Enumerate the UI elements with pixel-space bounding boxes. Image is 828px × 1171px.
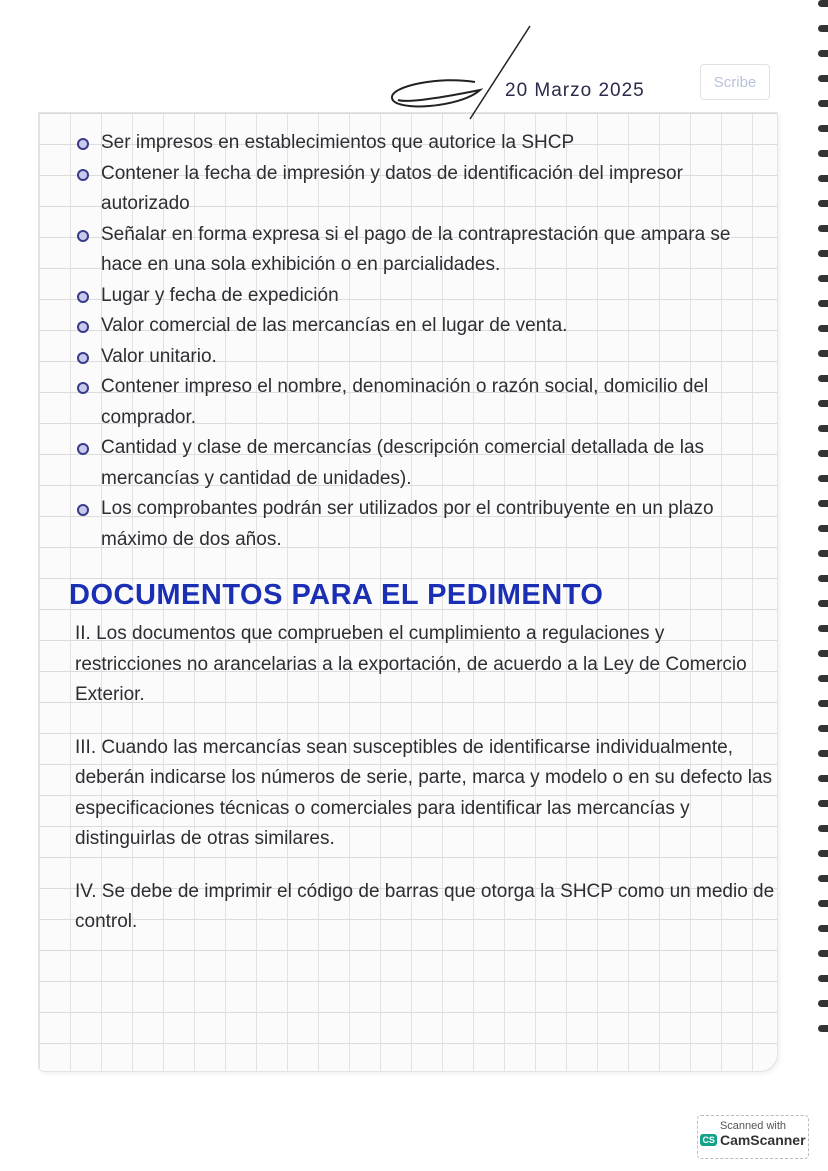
spiral-ring-icon bbox=[818, 750, 828, 757]
spiral-ring-icon bbox=[818, 500, 828, 507]
spiral-ring-icon bbox=[818, 400, 828, 407]
camscanner-watermark bbox=[697, 1115, 809, 1159]
spiral-ring-icon bbox=[818, 175, 828, 182]
list-item-text: Contener la fecha de impresión y datos de identificación del impresor autorizado bbox=[101, 162, 683, 214]
bullet-icon bbox=[77, 321, 89, 333]
spiral-ring-icon bbox=[818, 650, 828, 657]
spiral-ring-icon bbox=[818, 925, 828, 932]
spiral-ring-icon bbox=[818, 775, 828, 782]
spiral-ring-icon bbox=[818, 325, 828, 332]
spiral-ring-icon bbox=[818, 1025, 828, 1032]
list-item bbox=[75, 311, 775, 342]
watermark-brand: CamScanner bbox=[719, 1132, 806, 1148]
spiral-ring-icon bbox=[818, 525, 828, 532]
page-header bbox=[380, 64, 780, 114]
bullet-icon bbox=[77, 230, 89, 242]
list-item bbox=[75, 494, 775, 555]
list-item bbox=[75, 220, 775, 281]
bullet-icon bbox=[77, 443, 89, 455]
spiral-ring-icon bbox=[818, 200, 828, 207]
list-item-text: Los comprobantes podrán ser utilizados por el contribuyente en un plazo máximo de dos años. bbox=[101, 498, 714, 550]
notebook-spiral bbox=[814, 0, 828, 1090]
spiral-ring-icon bbox=[818, 150, 828, 157]
spiral-ring-icon bbox=[818, 125, 828, 132]
spiral-ring-icon bbox=[818, 725, 828, 732]
camscanner-logo-icon: CS bbox=[702, 1135, 715, 1145]
spiral-ring-icon bbox=[818, 850, 828, 857]
list-item bbox=[75, 281, 775, 312]
bullet-icon bbox=[77, 504, 89, 516]
spiral-ring-icon bbox=[818, 625, 828, 632]
spiral-ring-icon bbox=[818, 825, 828, 832]
list-item-text: Lugar y fecha de expedición bbox=[101, 284, 339, 306]
spiral-ring-icon bbox=[818, 350, 828, 357]
list-item-text: Ser impresos en establecimientos que autorice la SHCP bbox=[101, 132, 575, 153]
spiral-ring-icon bbox=[818, 375, 828, 382]
list-item bbox=[75, 433, 775, 494]
list-item bbox=[75, 372, 775, 433]
spiral-ring-icon bbox=[818, 550, 828, 557]
list-item bbox=[75, 128, 775, 159]
spiral-ring-icon bbox=[818, 800, 828, 807]
list-item-text: Valor comercial de las mercancías en el lugar de venta. bbox=[101, 315, 568, 336]
spiral-ring-icon bbox=[818, 0, 828, 7]
spiral-ring-icon bbox=[818, 100, 828, 107]
spiral-ring-icon bbox=[818, 600, 828, 607]
spiral-ring-icon bbox=[818, 475, 828, 482]
spiral-ring-icon bbox=[818, 300, 828, 307]
paragraph: III. Cuando las mercancías sean susceptibles de identificarse individualmente, deberán indicarse los números de serie, parte, marca y modelo o en su defecto las especificaciones técnicas o comerciales para identificar las mercancías y distinguirlas de otras similares. bbox=[75, 736, 773, 849]
bullet-icon bbox=[77, 352, 89, 364]
list-item bbox=[75, 342, 775, 373]
spiral-ring-icon bbox=[818, 900, 828, 907]
notes-content bbox=[69, 128, 775, 960]
spiral-ring-icon bbox=[818, 275, 828, 282]
list-item-text: Valor unitario. bbox=[101, 345, 217, 367]
spiral-ring-icon bbox=[818, 950, 828, 957]
spiral-ring-icon bbox=[818, 675, 828, 682]
spiral-ring-icon bbox=[818, 25, 828, 32]
bullet-icon bbox=[77, 291, 89, 303]
list-item-text: Cantidad y clase de mercancías (descripción comercial detallada de las mercancías y cantidad de unidades). bbox=[101, 437, 705, 489]
list-item bbox=[75, 159, 775, 220]
spiral-ring-icon bbox=[818, 1000, 828, 1007]
bullet-icon bbox=[77, 138, 89, 150]
paragraph: II. Los documentos que comprueben el cumplimiento a regulaciones y restricciones no arancelarias a la exportación, de acuerdo a la Ley de Comercio Exterior. bbox=[75, 623, 747, 705]
spiral-ring-icon bbox=[818, 75, 828, 82]
page-date: 20 Marzo 2025 bbox=[505, 80, 645, 101]
bullet-icon bbox=[77, 382, 89, 394]
list-item-text: Contener impreso el nombre, denominación o razón social, domicilio del comprador. bbox=[101, 376, 709, 428]
spiral-ring-icon bbox=[818, 700, 828, 707]
paragraph: IV. Se debe de imprimir el código de barras que otorga la SHCP como un medio de control. bbox=[75, 880, 775, 932]
section-heading: DOCUMENTOS PARA EL PEDIMENTO bbox=[69, 579, 604, 611]
spiral-ring-icon bbox=[818, 875, 828, 882]
spiral-ring-icon bbox=[818, 50, 828, 57]
spiral-ring-icon bbox=[818, 975, 828, 982]
spiral-ring-icon bbox=[818, 450, 828, 457]
spiral-ring-icon bbox=[818, 575, 828, 582]
list-item-text: Señalar en forma expresa si el pago de la contraprestación que ampara se hace en una sola exhibición o en parcialidades. bbox=[101, 223, 731, 275]
spiral-ring-icon bbox=[818, 225, 828, 232]
spiral-ring-icon bbox=[818, 250, 828, 257]
watermark-caption: Scanned with bbox=[719, 1120, 787, 1132]
spiral-ring-icon bbox=[818, 425, 828, 432]
signature-icon bbox=[380, 24, 540, 124]
notebook-brand-logo: Scribe bbox=[700, 64, 770, 100]
bullet-icon bbox=[77, 169, 89, 181]
